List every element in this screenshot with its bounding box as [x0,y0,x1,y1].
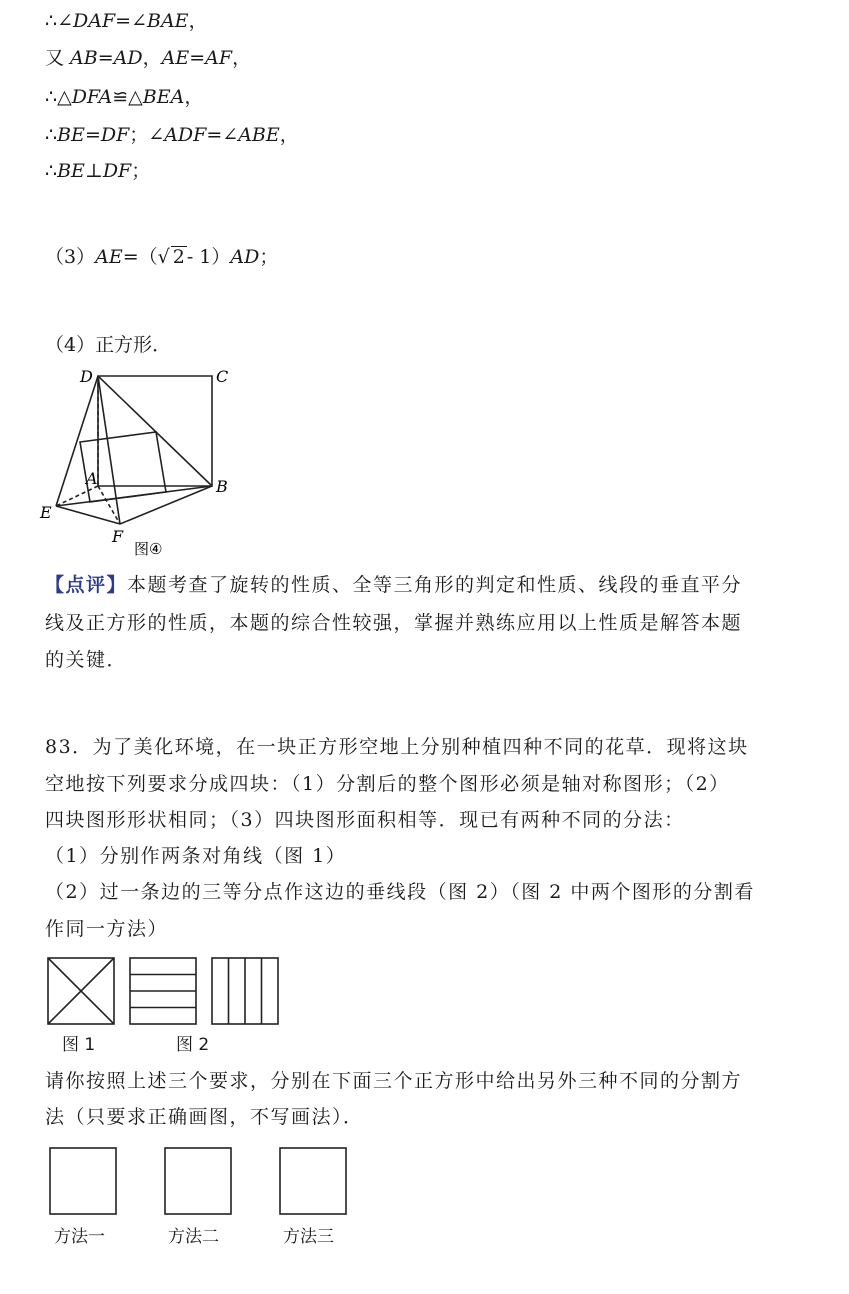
therefore-triangle: ∴△ [45,86,72,108]
figure-1-caption: 图 1 [62,1035,96,1055]
figure-4-diagram [36,360,236,560]
angle-abe: ABE [238,124,280,146]
problem83-line-4: （1）分别作两条对角线（图 1） [45,845,347,867]
perpendicular-symbol: ⊥ [84,160,103,182]
segment-ad: AD [230,246,260,268]
equals: = [189,47,206,69]
method-1-caption: 方法一 [54,1227,105,1247]
figure-2-caption: 图 2 [176,1035,210,1055]
method-1-square [48,1146,118,1216]
problem83-line-1: 83．为了美化环境，在一块正方形空地上分别种植四种不同的花草．现将这块 [45,736,749,758]
semicolon: ； [259,246,279,268]
equals-paren: =（ [122,246,158,268]
segment-ae: AE [161,47,190,69]
segment-be: BE [57,160,85,182]
proof-line-4 [45,122,299,148]
method-3-caption: 方法三 [283,1227,334,1247]
therefore-symbol: ∴ [45,124,58,146]
triangle-bea: BEA [142,86,185,108]
segment-ae: AE [95,246,123,268]
segment-be: BE [57,124,85,146]
therefore-symbol: ∴ [45,160,58,182]
label-b: B [216,477,228,496]
problem83-line-5: （2）过一条边的三等分点作这边的垂线段（图 2）（图 2 中两个图形的分割看 [45,881,755,903]
proof-line-5 [45,158,150,184]
label-e: E [40,503,52,522]
equals-angle: =∠ [115,10,147,32]
figure-1-diagram [46,956,116,1026]
label-a: A [86,469,98,488]
equals: = [97,47,114,69]
angle-bae: BAE [147,10,189,32]
comment-line-1 [45,572,742,598]
proof-line-2 [45,45,251,71]
congruent-symbol: ≌△ [112,86,143,108]
segment-df: DF [102,160,132,182]
method-2-square [163,1146,233,1216]
figure-2-horizontal-diagram [128,956,198,1026]
proof-line-1 [45,8,208,34]
angle-daf: DAF [73,10,116,32]
segment-df: DF [100,124,130,146]
angle-adf: ADF [164,124,207,146]
part3-number: （3） [45,246,96,268]
label-f: F [112,527,124,546]
problem83-line-2: 空地按下列要求分成四块：（1）分割后的整个图形必须是轴对称图形；（2） [45,773,730,795]
segment-ad: AD [113,47,143,69]
semicolon-angle: ；∠ [129,124,165,146]
problem83-line-3: 四块图形形状相同；（3）四块图形面积相等．现已有两种不同的分法： [45,809,685,831]
equals: = [84,124,101,146]
problem83-line-6: 作同一方法） [45,918,169,940]
proof-line-3 [45,84,203,110]
sqrt-radicand: 2 [172,246,185,268]
comment-tag: 【点评】 [45,574,128,596]
equals-angle: =∠ [206,124,239,146]
triangle-dfa: DFA [71,86,113,108]
part4-answer: （4）正方形． [45,334,172,356]
also-word: 又 [45,47,71,69]
segment-af: AF [205,47,233,69]
segment-df [98,376,120,524]
segment-ab: AB [70,47,98,69]
comma: ， [184,86,204,108]
comment-line-3: 的关键． [45,649,128,671]
minus-one: - 1） [186,246,231,268]
segment-ef [56,506,120,524]
label-d: D [80,367,93,386]
method-3-square [278,1146,348,1216]
sqrt-sign: √ [157,246,170,268]
figure-2-vertical-diagram [210,956,280,1026]
part3-answer [45,244,278,270]
method-2-caption: 方法二 [168,1227,219,1247]
inner-square [80,432,166,502]
problem83-line-7: 请你按照上述三个要求，分别在下面三个正方形中给出另外三种不同的分割方 [45,1070,743,1092]
comma: ， [279,124,299,146]
comment-line-2: 线及正方形的性质，本题的综合性较强，掌握并熟练应用以上性质是解答本题 [45,612,743,634]
semicolon: ； [131,160,151,182]
therefore-symbol: ∴∠ [45,10,74,32]
comma: ， [188,10,208,32]
problem83-line-8: 法（只要求正确画图，不写画法）． [45,1106,364,1128]
comma: ， [142,47,162,69]
figure-4-caption: 图④ [134,540,163,558]
segment-db [98,376,212,486]
comma: ， [232,47,252,69]
label-c: C [216,367,229,386]
comment-text-1: 本题考查了旋转的性质、全等三角形的判定和性质、线段的垂直平分 [127,574,743,596]
